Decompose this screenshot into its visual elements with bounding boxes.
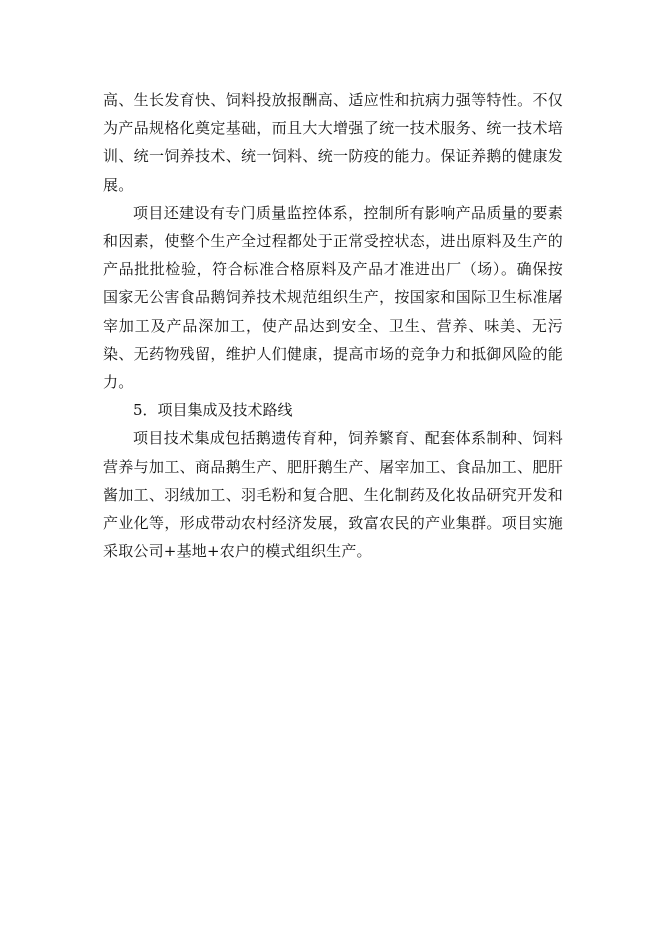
paragraph-quality-control: 项目还建设有专门质量监控体系，控制所有影响产品质量的要素和因素，使整个生产全过程都处于正常受控状态，进出原料及生产的产品批批检验，符合标准合格原料及产品才准进出厂（场）。确保按国家无公害食品鹅饲养技术规范组织生产，按国家和国际卫生标准屠宰加工及产品深加工，使产品达到安全、卫生、营养、味美、无污染、无药物残留，维护人们健康，提高市场的竞争力和抵御风险的能力。 [103, 203, 563, 392]
paragraph-technology-integration: 项目技术集成包括鹅遗传育种，饲养繁育、配套体系制种、饲料营养与加工、商品鹅生产、肥肝鹅生产、屠宰加工、食品加工、肥肝酱加工、羽绒加工、羽毛粉和复合肥、生化制药及化妆品研究开发和产业化等，形成带动农村经济发展，致富农民的产业集群。项目实施采取公司+基地+农户的模式组织生产。 [103, 429, 563, 561]
document-body [103, 86, 563, 565]
section-heading: 5．项目集成及技术路线 [133, 401, 293, 420]
paragraph-continuation: 高、生长发育快、饲料投放报酬高、适应性和抗病力强等特性。不仅为产品规格化奠定基础，而且大大增强了统一技术服务、统一技术培训、统一饲养技术、统一饲料、统一防疫的能力。保证养鹅的健康发展。 [103, 91, 563, 194]
